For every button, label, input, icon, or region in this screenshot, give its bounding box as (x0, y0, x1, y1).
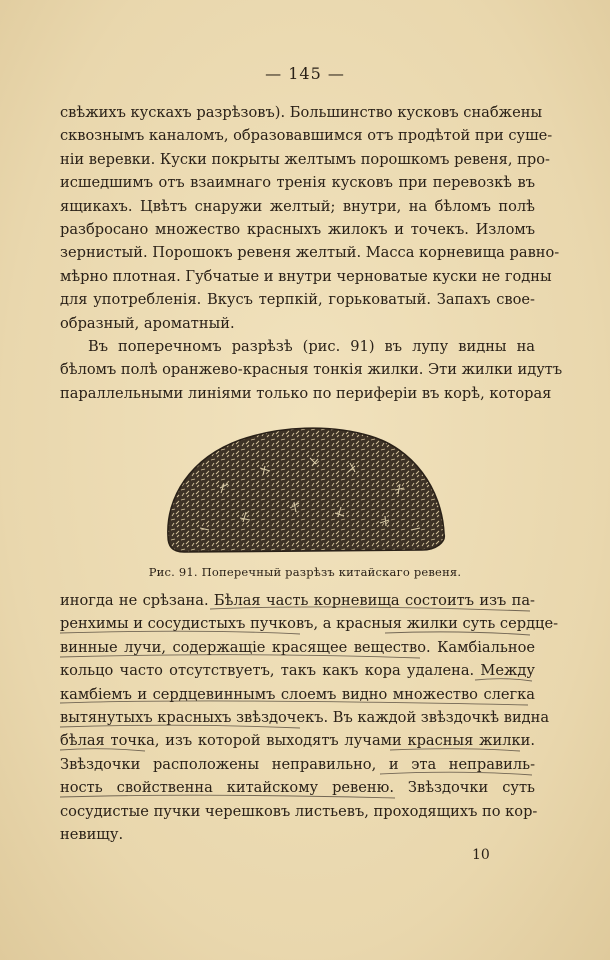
text-line: ящикахъ. Цвѣтъ снаружи желтый; внутри, на бѣломъ полѣ (60, 197, 535, 215)
text-line: бѣломъ полѣ оранжево-красныя тонкія жилки. Эти жилки идутъ (60, 361, 563, 379)
text-line: исшедшимъ отъ взаимнаго тренія кусковъ при перевозкѣ въ (60, 174, 535, 192)
text-line: образный, ароматный. (60, 314, 235, 332)
text-line: камбіемъ и сердцевиннымъ слоемъ видно множество слегка (60, 685, 535, 703)
text-line: ность свойственна китайскому ревеню. Звѣздочки суть (60, 779, 535, 797)
text-line: иногда не срѣзана. Бѣлая часть корневища состоитъ изъ па- (60, 592, 535, 609)
rhubarb-section-shape (168, 428, 444, 552)
text-block-top (60, 101, 563, 405)
text-line: ренхимы и сосудистыхъ пучковъ, а красныя жилки суть сердце- (60, 615, 559, 633)
text-line: мѣрно плотная. Губчатые и внутри черноватые куски не годны (60, 267, 552, 285)
rhubarb-cross-section-figure (160, 418, 450, 558)
text-line: для употребленія. Вкусъ терпкій, горьковатый. Запахъ свое- (60, 291, 535, 309)
text-line: сосудистые пучки черешковъ листьевъ, проходящихъ по кор- (60, 802, 538, 820)
text-line: кольцо часто отсутствуетъ, такъ какъ кора удалена. Между (60, 662, 535, 680)
text-line: вытянутыхъ красныхъ звѣздочекъ. Въ каждой звѣздочкѣ видна (60, 709, 550, 727)
figure-caption: Рис. 91. Поперечный разрѣзъ китайскаго ревеня. (148, 565, 462, 579)
text-line: Въ поперечномъ разрѣзѣ (рис. 91) въ лупу видны на (88, 338, 535, 356)
text-line: бѣлая точка, изъ которой выходятъ лучами красныя жилки. (60, 732, 535, 750)
text-line: зернистый. Порошокъ ревеня желтый. Масса корневища равно- (60, 244, 560, 262)
text-line: невищу. (60, 826, 124, 844)
page-number-header: — 145 — (265, 64, 345, 83)
text-line: винные лучи, содержащіе красящее вещество. Камбіальное (60, 638, 535, 656)
text-line: ніи веревки. Куски покрыты желтымъ порошкомъ ревеня, про- (60, 150, 550, 168)
text-line: параллельными линіями только по периферіи въ корѣ, которая (60, 384, 552, 402)
text-line: разбросано множество красныхъ жилокъ и точекъ. Изломъ (60, 221, 535, 239)
text-line: свѣжихъ кускахъ разрѣзовъ). Большинство кусковъ снабжены (60, 104, 543, 121)
text-line: сквознымъ каналомъ, образовавшимся отъ продѣтой при суше- (60, 127, 553, 145)
text-block-bottom (60, 589, 559, 846)
signature-mark: 10 (472, 847, 490, 863)
text-line: Звѣздочки расположены неправильно, и эта неправиль- (60, 755, 535, 773)
